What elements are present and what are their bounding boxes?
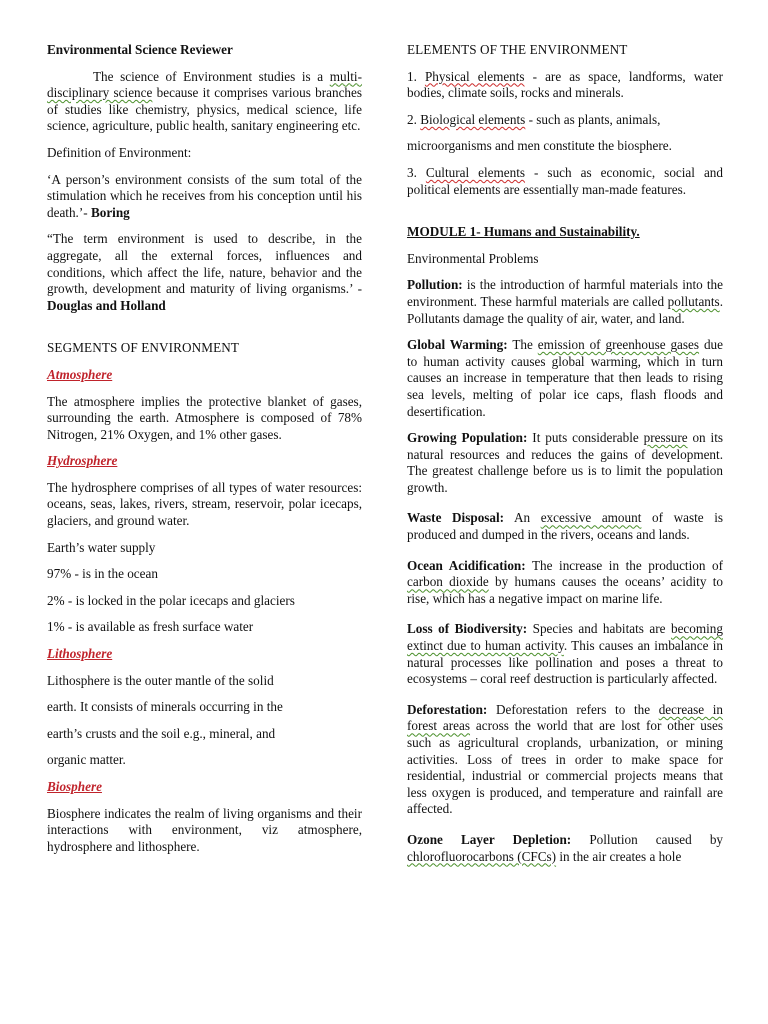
multi-disciplinary-term: multi-disciplinary science [47,68,362,101]
lithosphere-line: earth’s crusts and the soil e.g., mineral, and [47,725,276,741]
water-supply-item: 97% - is in the ocean [47,566,158,582]
segments-heading: SEGMENTS OF ENVIRONMENT [47,340,240,356]
intro-paragraph: The science of Environment studies is a multi-disciplinary science because it comprises various branches of studies like chemistry, physics, medical science, life science, agriculture, public health, sanitary engineering etc. [47,68,362,134]
water-supply-heading: Earth’s water supply [47,539,156,555]
element-item: 2. Biological elements - such as plants, animals, [407,111,661,127]
hydrosphere-text: The hydrosphere comprises of all types of water resources: oceans, seas, lakes, rivers, stream, reservoir, polar icecaps, glaciers, and ground water. [47,479,362,529]
biodiversity-paragraph: Loss of Biodiversity: Species and habitats are becoming extinct due to human activity. This causes an imbalance in natural processes like pollination and poses a threat to ecosystems – coral reef destruction is particularly affected. [407,621,723,687]
element-item: microorganisms and men constitute the biosphere. [407,138,672,154]
right-column [407,42,723,865]
document-title: Environmental Science Reviewer [47,42,233,57]
hydrosphere-heading: Hydrosphere [47,453,118,469]
problems-heading: Environmental Problems [407,250,539,266]
deforestation-paragraph: Deforestation: Deforestation refers to the decrease in forest areas across the world that are lost for other uses such as agricultural croplands, urbanization, or mining activities. Loss of trees in order to make space for residential, industrial or commercial projects means that less oxygen is produced, and temperature and rainfall are affected. [407,701,724,817]
water-supply-item: 1% - is available as fresh surface water [47,619,254,635]
water-supply-item: 2% - is locked in the polar icecaps and glaciers [47,592,295,608]
lithosphere-line: earth. It consists of minerals occurring in the [47,699,283,715]
ozone-paragraph: Ozone Layer Depletion: Pollution caused by chlorofluorocarbons (CFCs) in the air creates a hole [407,831,724,864]
quote-douglas-holland: “The term environment is used to describe, in the aggregate, all the external forces, influences and conditions, which affect the life, nature, behavior and the growth, development and maturity of living organisms.’ - Douglas and Holland [47,231,362,313]
lithosphere-heading: Lithosphere [47,646,113,662]
lithosphere-line: Lithosphere is the outer mantle of the solid [47,672,274,688]
module-heading: MODULE 1- Humans and Sustainability. [407,224,640,240]
global-warming-paragraph: Global Warming: The emission of greenhouse gases due to human activity causes global warming, which in turn causes an increase in temperature that then leads to rising sea levels, melting of polar ice caps, flash floods and desertification. [407,337,724,419]
waste-paragraph: Waste Disposal: An excessive amount of waste is produced and dumped in the rivers, oceans and lands. [407,510,724,543]
left-column [47,42,362,855]
population-paragraph: Growing Population: It puts considerable pressure on its natural resources and reduces the gains of development. The greatest challenge before us is to limit the population growth. [407,430,723,495]
definition-heading: Definition of Environment: [47,144,192,160]
atmosphere-heading: Atmosphere [47,366,113,382]
biosphere-heading: Biosphere [47,779,102,794]
elements-heading: ELEMENTS OF THE ENVIRONMENT [407,42,628,57]
element-item: 1. Physical elements - are as space, landforms, water bodies, climate soils, rocks and minerals. [407,68,724,101]
pollution-paragraph: Pollution: is the introduction of harmful materials into the environment. These harmful materials are called pollutants. Pollutants damage the quality of air, water, and land. [407,277,723,326]
atmosphere-text: The atmosphere implies the protective blanket of gases, surrounding the earth. Atmosphere is composed of 78% Nitrogen, 21% Oxygen, and 1% other gases. [47,393,362,442]
lithosphere-line: organic matter. [47,752,126,768]
element-item: 3. Cultural elements - such as economic, social and political elements are essentially man-made features. [407,164,723,197]
quote-boring: ‘A person’s environment consists of the sum total of the stimulation which he receives from his conception until his death.’- Boring [47,171,362,220]
biosphere-text: Biosphere indicates the realm of living organisms and their interactions with environment, viz atmosphere, hydrosphere and lithosphere. [47,805,362,854]
ocean-acidification-paragraph: Ocean Acidification: The increase in the production of carbon dioxide by humans causes the oceans’ acidity to rise, which has a negative impact on marine life. [407,557,723,606]
